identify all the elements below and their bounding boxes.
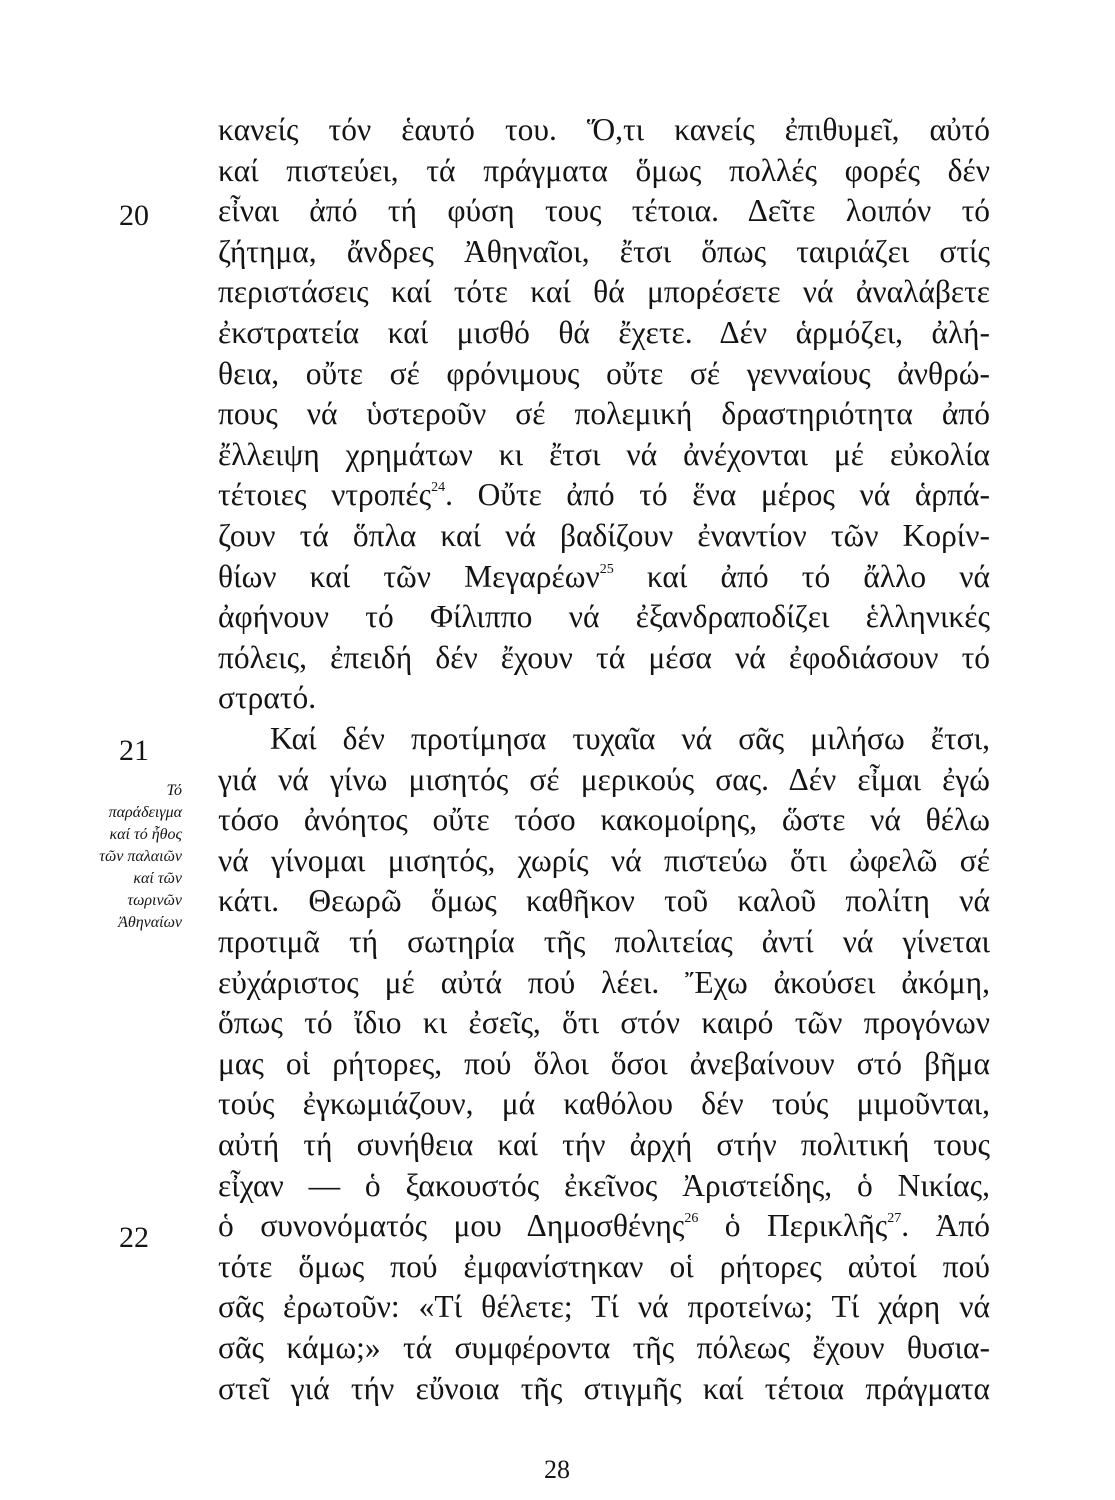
text-line [218,1287,990,1327]
section-number-20: 20 [119,199,149,232]
text-line [218,272,990,312]
line-text: πους νά ὑστεροῦν σέ πολεμική δραστηριότητα ἀπό [218,396,990,432]
text-line [218,394,990,434]
text-line [218,475,990,515]
text-line [218,1328,990,1368]
section-number-22: 22 [119,1221,149,1254]
text-line [218,963,990,1003]
line-text: θίων καί τῶν Μεγαρέων [218,558,600,594]
line-text: ἔλλειψη χρημάτων κι ἔτσι νά ἀνέχονται μέ εὐκολία [218,436,990,472]
text-line [218,922,990,962]
line-text: πόλεις, ἐπειδή δέν ἔχουν τά μέσα νά ἐφοδιάσουν τό [218,639,990,675]
line-text: νά γίνομαι μισητός, χωρίς νά πιστεύω ὅτι ὠφελῶ σέ [218,842,990,878]
text-line [218,1166,990,1206]
line-text: σᾶς κάμω;» τά συμφέροντα τῆς πόλεως ἔχουν θυσια- [218,1330,990,1365]
text-line [218,1206,990,1246]
line-text: ὁ Περικλῆς [698,1208,888,1244]
margin-note-line: τωρινῶν [127,892,182,909]
text-line [218,881,990,921]
footnote-ref: 25 [599,561,614,577]
line-text: ζουν τά ὅπλα καί νά βαδίζουν ἐναντίον τῶν Κορίν- [218,518,990,553]
line-text: εὐχάριστος μέ αὐτά πού λέει. Ἔχω ἀκούσει ἀκόμη, [218,964,990,1000]
text-line [218,1084,990,1124]
text-line [218,191,990,231]
line-text: στεῖ γιά τήν εὔνοια τῆς στιγμῆς καί τέτοια πράγματα [218,1370,990,1406]
line-text: κανείς τόν ἑαυτό του. Ὅ,τι κανείς ἐπιθυμεῖ, αὐτό [218,112,990,147]
text-line [218,1003,990,1043]
text-line [218,110,990,150]
margin-note-line: παράδειγμα [108,804,182,821]
margin-note-line: Ἀθηναίων [118,914,182,931]
text-line [218,719,990,759]
text-line [218,1125,990,1165]
text-line [218,638,990,678]
line-text: αὐτή τή συνήθεια καί τήν ἀρχή στήν πολιτική τους [218,1127,990,1162]
text-line [218,760,990,800]
text-line [218,516,990,556]
text-line [218,800,990,840]
text-line [218,1247,990,1287]
line-text: εἶναι ἀπό τή φύση τους τέτοια. Δεῖτε λοιπόν τό [218,193,990,229]
text-line [218,313,990,353]
line-text: ὅπως τό ἴδιο κι ἐσεῖς, ὅτι στόν καιρό τῶν προγόνων [218,1005,990,1041]
line-text: προτιμᾶ τή σωτηρία τῆς πολιτείας ἀντί νά γίνεται [218,924,990,959]
text-line [218,557,990,597]
line-text: . Οὔτε ἀπό τό ἕνα μέρος νά ἁρπά- [445,477,990,513]
line-text: ἀφήνουν τό Φίλιππο νά ἐξανδραποδίζει ἑλληνικές [218,599,990,635]
text-line [218,678,990,718]
line-text: ὁ συνονόματός μου Δημοσθένης [218,1208,685,1244]
footnote-ref: 24 [431,480,446,496]
line-text: στρατό. [218,680,317,716]
line-text: . Ἀπό [901,1208,991,1244]
text-line [218,232,990,272]
line-text: καί ἀπό τό ἄλλο νά [613,558,990,594]
line-text: ζήτημα, ἄνδρες Ἀθηναῖοι, ἔτσι ὅπως ταιριάζει στίς [218,233,990,269]
footnote-ref: 26 [684,1211,699,1227]
line-text: τούς ἐγκωμιάζουν, μά καθόλου δέν τούς μιμοῦνται, [218,1086,990,1122]
text-line [218,354,990,394]
text-line [218,435,990,475]
margin-note-line: Τό [166,782,182,799]
text-line [218,841,990,881]
section-number-21: 21 [119,734,149,767]
line-text: θεια, οὔτε σέ φρόνιμους οὔτε σέ γενναίους ἀνθρώ- [218,355,990,391]
footnote-ref: 27 [887,1211,902,1227]
page-number: 28 [544,1455,570,1484]
line-text: περιστάσεις καί τότε καί θά μπορέσετε νά ἀναλάβετε [218,274,990,310]
line-text: τότε ὅμως πού ἐμφανίστηκαν οἱ ρήτορες αὐτοί πού [218,1248,990,1284]
line-text: εἶχαν — ὁ ξακουστός ἐκεῖνος Ἀριστείδης, ὁ Νικίας, [218,1167,990,1203]
line-text: καί πιστεύει, τά πράγματα ὅμως πολλές φορές δέν [218,152,990,188]
line-text: κάτι. Θεωρῶ ὅμως καθῆκον τοῦ καλοῦ πολίτη νά [218,883,990,919]
line-text: μας οἱ ρήτορες, πού ὅλοι ὅσοι ἀνεβαίνουν στό βῆμα [218,1045,990,1081]
margin-note-line: τῶν παλαιῶν [99,848,182,865]
text-line [218,597,990,637]
line-text: Καί δέν προτίμησα τυχαῖα νά σᾶς μιλήσω ἔτσι, [270,721,990,756]
text-line [218,1369,990,1409]
line-text: τέτοιες ντροπές [218,477,432,513]
line-text: γιά νά γίνω μισητός σέ μερικούς σας. Δέν εἶμαι ἐγώ [218,761,990,797]
margin-note [40,780,182,934]
margin-note-line: καί τῶν [133,870,182,887]
line-text: σᾶς ἐρωτοῦν: «Τί θέλετε; Τί νά προτείνω; Τί χάρη νά [218,1289,990,1325]
text-line [218,151,990,191]
line-text: τόσο ἀνόητος οὔτε τόσο κακομοίρης, ὥστε νά θέλω [218,802,990,838]
text-line [218,1044,990,1084]
line-text: ἐκστρατεία καί μισθό θά ἔχετε. Δέν ἁρμόζει, ἀλή- [218,315,990,350]
margin-note-line: καί τό ἦθος [109,826,182,843]
